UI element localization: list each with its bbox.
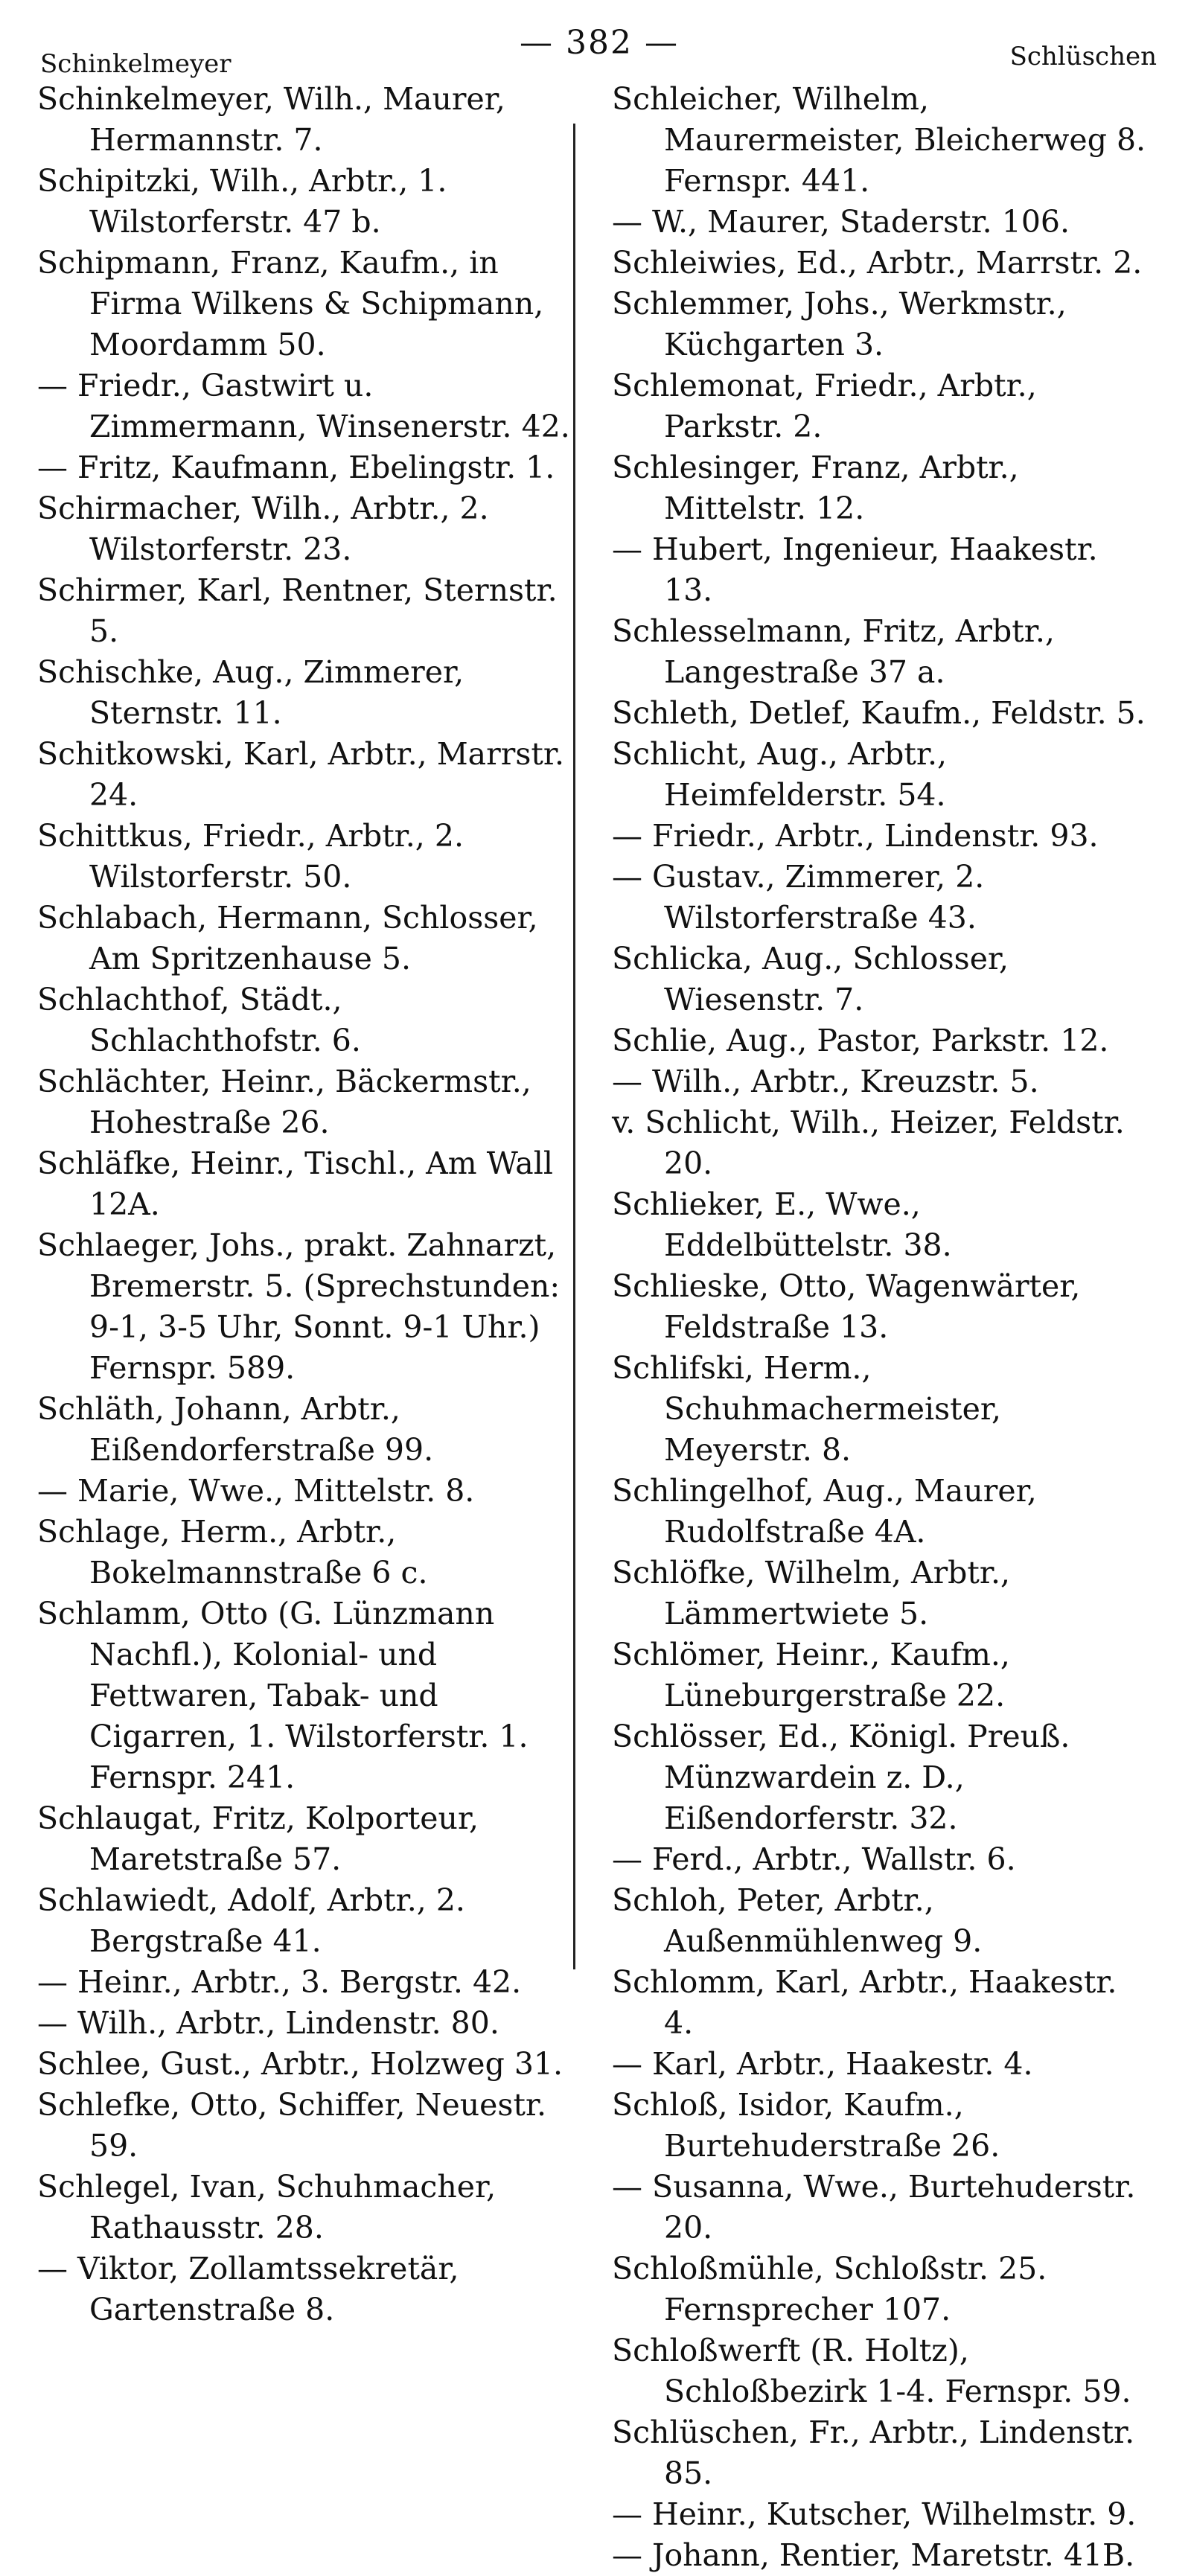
directory-entry: Schlesselmann, Fritz, Arbtr., Langestraße 37 a. <box>612 613 1055 690</box>
directory-entry: — Friedr., Gastwirt u. Zimmermann, Winsenerstr. 42. <box>37 368 570 444</box>
right-column <box>612 79 1155 2576</box>
directory-entry: Schirmacher, Wilh., Arbtr., 2. Wilstorferstr. 23. <box>37 490 489 567</box>
directory-entry: Schlamm, Otto (G. Lünzmann Nachfl.), Kolonial- und Fettwaren, Tabak- und Cigarren, 1. Wilstorferstr. 1. Fernspr. 241. <box>37 1596 529 1795</box>
directory-entry: — Karl, Arbtr., Haakestr. 4. <box>612 2046 1033 2082</box>
directory-entry: Schloßwerft (R. Holtz), Schloßbezirk 1-4. Fernspr. 59. <box>612 2333 1131 2409</box>
header-right-keyword: Schlüschen <box>1009 42 1157 71</box>
directory-entry: — Marie, Wwe., Mittelstr. 8. <box>37 1473 475 1509</box>
directory-entry: Schlesinger, Franz, Arbtr., Mittelstr. 12. <box>612 450 1019 526</box>
directory-entry: Schlächter, Heinr., Bäckermstr., Hohestraße 26. <box>37 1064 531 1140</box>
directory-entry: Schloh, Peter, Arbtr., Außenmühlenweg 9. <box>612 1882 983 1959</box>
directory-entry: Schipmann, Franz, Kaufm., in Firma Wilkens & Schipmann, Moordamm 50. <box>37 245 544 362</box>
directory-entry: Schlemonat, Friedr., Arbtr., Parkstr. 2. <box>612 368 1037 444</box>
directory-entry: — Wilh., Arbtr., Kreuzstr. 5. <box>612 1064 1039 1099</box>
directory-entry: Schittkus, Friedr., Arbtr., 2. Wilstorferstr. 50. <box>37 818 464 895</box>
page-header <box>37 21 1161 79</box>
left-column <box>37 79 581 2576</box>
directory-entry: Schlemmer, Johs., Werkmstr., Küchgarten 3. <box>612 286 1067 362</box>
directory-entry: — Friedr., Arbtr., Lindenstr. 93. <box>612 818 1099 854</box>
directory-entry: Schlieker, E., Wwe., Eddelbüttelstr. 38. <box>612 1186 952 1263</box>
directory-entry: Schlabach, Hermann, Schlosser, Am Spritzenhause 5. <box>37 900 538 977</box>
directory-entry: Schlicka, Aug., Schlosser, Wiesenstr. 7. <box>612 941 1009 1017</box>
directory-entry: — Fritz, Kaufmann, Ebelingstr. 1. <box>37 450 555 485</box>
directory-entry: — Johann, Rentier, Maretstr. 41B. <box>612 2537 1135 2573</box>
directory-entry: Schlieske, Otto, Wagenwärter, Feldstraße 13. <box>612 1268 1081 1345</box>
directory-entry: Schloßmühle, Schloßstr. 25. Fernsprecher 107. <box>612 2251 1047 2327</box>
directory-entry: Schlachthof, Städt., Schlachthofstr. 6. <box>37 982 361 1058</box>
column-divider <box>573 124 575 1969</box>
directory-entry: — W., Maurer, Staderstr. 106. <box>612 204 1070 240</box>
directory-entry: Schitkowski, Karl, Arbtr., Marrstr. 24. <box>37 736 564 813</box>
directory-entry: — Gustav., Zimmerer, 2. Wilstorferstraße 43. <box>612 859 985 936</box>
page-number: — 382 — <box>520 24 679 62</box>
directory-entry: Schlefke, Otto, Schiffer, Neuestr. 59. <box>37 2087 547 2164</box>
directory-entry: Schlösser, Ed., Königl. Preuß. Münzwardein z. D., Eißendorferstr. 32. <box>612 1719 1070 1836</box>
directory-entry: Schlingelhof, Aug., Maurer, Rudolfstraße 4A. <box>612 1473 1037 1550</box>
directory-entry: Schlage, Herm., Arbtr., Bokelmannstraße 6 c. <box>37 1514 428 1591</box>
directory-entry: Schlaugat, Fritz, Kolporteur, Maretstraße 57. <box>37 1800 479 1877</box>
directory-entry: Schinkelmeyer, Wilh., Maurer, Hermannstr. 7. <box>37 81 505 158</box>
directory-entry: Schlegel, Ivan, Schuhmacher, Rathausstr. 28. <box>37 2169 496 2246</box>
directory-entry: Schlömer, Heinr., Kaufm., Lüneburgerstraße 22. <box>612 1637 1010 1713</box>
directory-entry: Schloß, Isidor, Kaufm., Burtehuderstraße 26. <box>612 2087 1000 2164</box>
directory-entry: Schlomm, Karl, Arbtr., Haakestr. 4. <box>612 1964 1117 2041</box>
directory-entry: Schlöfke, Wilhelm, Arbtr., Lämmertwiete 5. <box>612 1555 1011 1631</box>
directory-entry: Schleicher, Wilhelm, Maurermeister, Bleicherweg 8. Fernspr. 441. <box>612 81 1146 199</box>
directory-entry: — Wilh., Arbtr., Lindenstr. 80. <box>37 2005 499 2041</box>
directory-entry: — Viktor, Zollamtssekretär, Gartenstraße 8. <box>37 2251 459 2327</box>
directory-entry: — Heinr., Arbtr., 3. Bergstr. 42. <box>37 1964 522 2000</box>
directory-entry: — Hubert, Ingenieur, Haakestr. 13. <box>612 531 1098 608</box>
directory-entry: Schläfke, Heinr., Tischl., Am Wall 12A. <box>37 1145 553 1222</box>
directory-entry: Schleth, Detlef, Kaufm., Feldstr. 5. <box>612 695 1146 731</box>
directory-entry: Schlawiedt, Adolf, Arbtr., 2. Bergstraße 41. <box>37 1882 465 1959</box>
directory-entry: Schleiwies, Ed., Arbtr., Marrstr. 2. <box>612 245 1143 281</box>
directory-entry: Schirmer, Karl, Rentner, Sternstr. 5. <box>37 572 558 649</box>
directory-entry: — Heinr., Kutscher, Wilhelmstr. 9. <box>612 2496 1137 2532</box>
directory-entry: Schischke, Aug., Zimmerer, Sternstr. 11. <box>37 654 464 731</box>
header-left-keyword: Schinkelmeyer <box>40 49 232 79</box>
directory-entry: — Susanna, Wwe., Burtehuderstr. 20. <box>612 2169 1136 2246</box>
directory-entry: Schlaeger, Johs., prakt. Zahnarzt, Bremerstr. 5. (Sprechstunden: 9-1, 3-5 Uhr, Sonnt. 9-1 Uhr.) Fernspr. 589. <box>37 1227 561 1386</box>
directory-entry: Schlüschen, Fr., Arbtr., Lindenstr. 85. <box>612 2414 1135 2491</box>
directory-entry: Schlifski, Herm., Schuhmachermeister, Meyerstr. 8. <box>612 1350 1001 1468</box>
directory-entry: Schlee, Gust., Arbtr., Holzweg 31. <box>37 2046 563 2082</box>
columns <box>37 79 1161 2576</box>
directory-entry: — Ferd., Arbtr., Wallstr. 6. <box>612 1841 1016 1877</box>
directory-entry: Schipitzki, Wilh., Arbtr., 1. Wilstorferstr. 47 b. <box>37 163 447 240</box>
directory-entry: Schlicht, Aug., Arbtr., Heimfelderstr. 54. <box>612 736 948 813</box>
directory-entry: Schlie, Aug., Pastor, Parkstr. 12. <box>612 1023 1109 1058</box>
directory-entry: Schläth, Johann, Arbtr., Eißendorferstraße 99. <box>37 1391 434 1468</box>
directory-entry: v. Schlicht, Wilh., Heizer, Feldstr. 20. <box>612 1105 1125 1181</box>
